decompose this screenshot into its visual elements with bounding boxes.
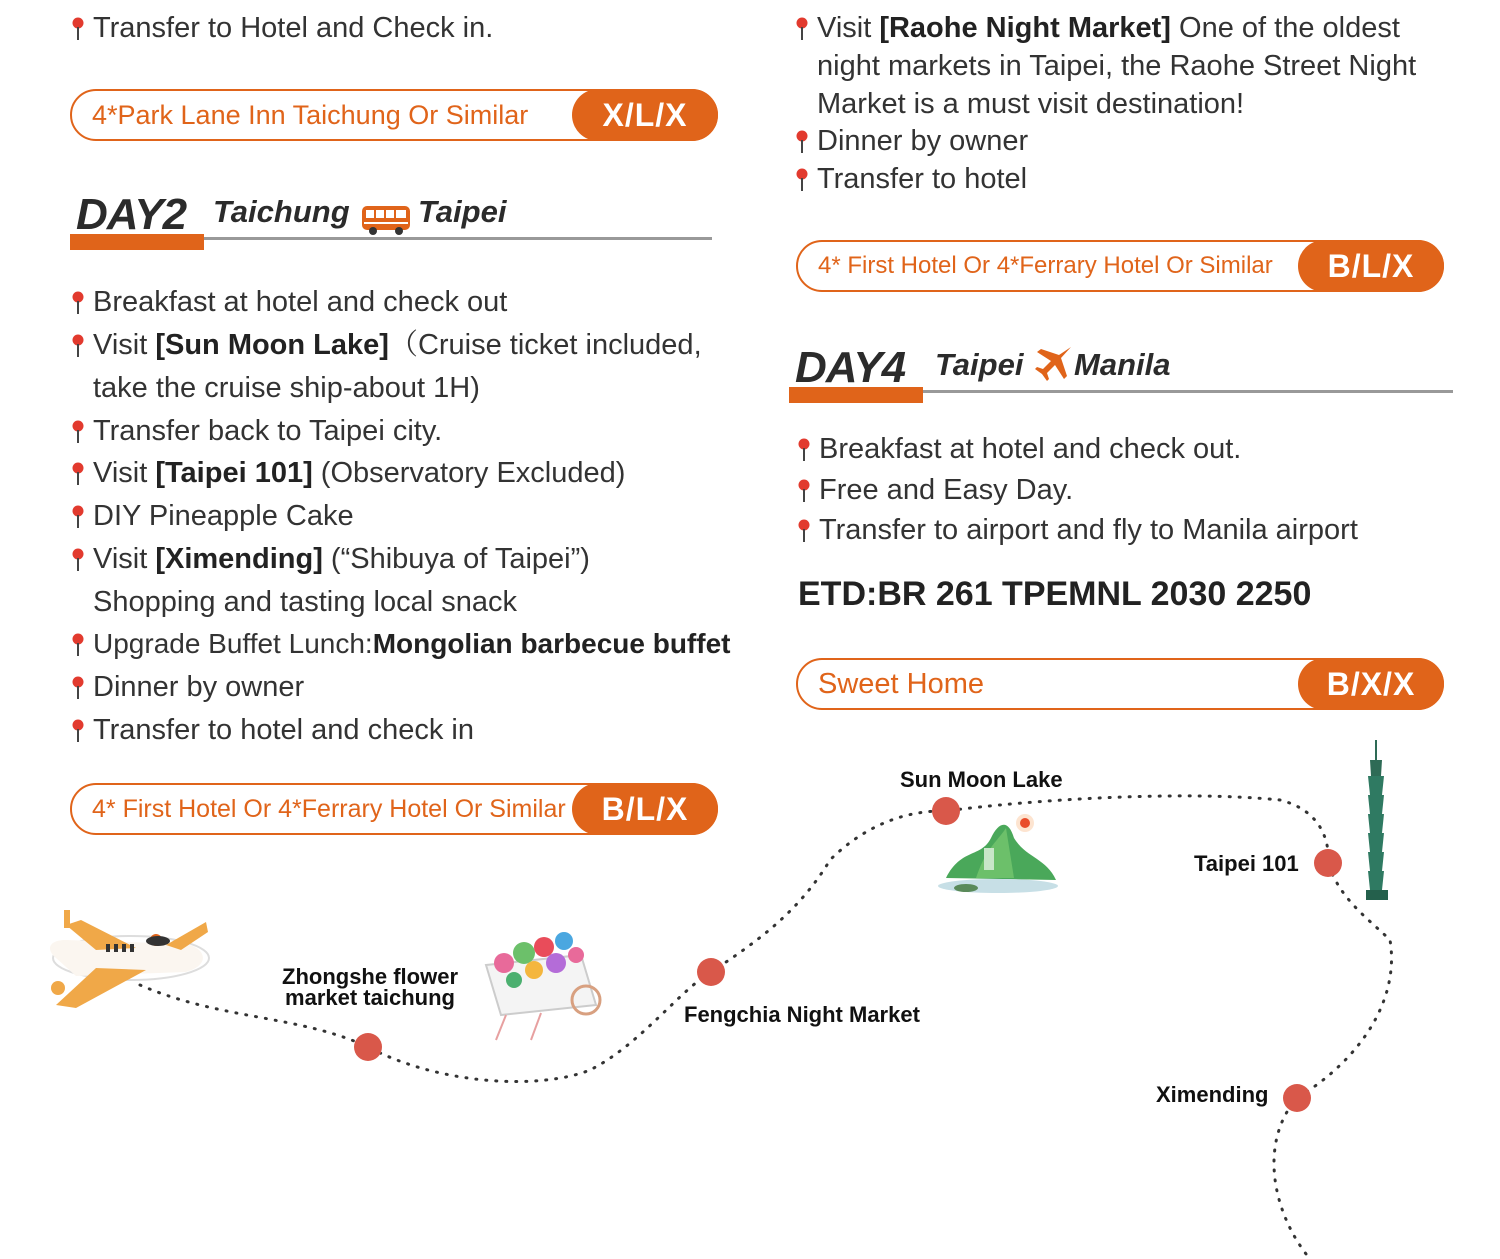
day-divider — [204, 237, 712, 240]
item-text: Breakfast at hotel and check out. — [819, 433, 1242, 465]
stop-dot-sun-moon-lake — [932, 797, 960, 825]
flower-cart-icon — [486, 932, 600, 1040]
hotel-name: 4*Park Lane Inn Taichung Or Similar — [92, 100, 529, 130]
map-pin-icon — [795, 168, 809, 192]
map-pin-icon — [795, 17, 809, 41]
day-divider — [923, 390, 1453, 393]
hotel-name: Sweet Home — [818, 668, 985, 700]
hotel-name: 4* First Hotel Or 4*Ferrary Hotel Or Similar — [92, 795, 566, 823]
map-pin-icon — [71, 462, 85, 486]
day1-item-text: Transfer to Hotel and Check in. — [93, 12, 494, 44]
flight-info: ETD:BR 261 TPEMNL 2030 2250 — [798, 575, 1312, 613]
day4-header — [789, 343, 1453, 403]
item-text: Visit — [93, 543, 156, 575]
hotel-name: 4* First Hotel Or 4*Ferrary Hotel Or Similar — [818, 252, 1273, 279]
day2-item-8 — [93, 625, 730, 663]
day2-item-3 — [93, 412, 442, 450]
day4-hotel-pill — [796, 658, 1444, 710]
item-text: (Observatory Excluded) — [312, 457, 626, 489]
map-pin-icon — [71, 17, 85, 41]
sun-moon-lake-icon — [938, 814, 1058, 893]
map-pin-icon — [797, 438, 811, 462]
airplane-icon — [1033, 345, 1073, 385]
item-text: Transfer to hotel and check in — [93, 714, 474, 746]
item-text: Visit — [93, 457, 156, 489]
item-bold: [Taipei 101] — [155, 457, 313, 489]
day3-item-1 — [817, 47, 1416, 85]
day1-item-0 — [93, 9, 493, 47]
item-text: Dinner by owner — [817, 125, 1029, 157]
item-text: Shopping and tasting local snack — [93, 586, 518, 618]
map-pin-icon — [797, 479, 811, 503]
stop-dot-fengchia — [697, 958, 725, 986]
day2-header — [70, 190, 712, 250]
item-text: Upgrade Buffet Lunch: — [93, 628, 373, 659]
stop-dot-zhongshe — [354, 1033, 382, 1061]
stop-label-taipei-101: Taipei 101 — [1194, 851, 1299, 876]
stop-label-zhongshe: Zhongshe flower market taichung — [282, 964, 458, 1010]
stop-dot-ximending — [1283, 1084, 1311, 1112]
day2-from: Taichung — [213, 194, 350, 229]
map-pin-icon — [71, 420, 85, 444]
map-pin-icon — [71, 505, 85, 529]
map-pin-icon — [71, 334, 85, 358]
map-pin-icon — [71, 633, 85, 657]
item-text: (“Shibuya of Taipei”) — [322, 543, 590, 575]
day4-item-0 — [819, 430, 1241, 468]
item-bold: [Ximending] — [155, 543, 323, 575]
day2-to: Taipei — [418, 194, 507, 229]
day4-item-1 — [819, 471, 1073, 509]
day4-from: Taipei — [935, 347, 1024, 382]
airplane-illustration-icon — [50, 910, 209, 1008]
meal-plan: B/L/X — [1298, 240, 1444, 292]
day-title: DAY4 — [795, 343, 906, 392]
item-text: night markets in Taipei, the Raohe Street Night — [817, 50, 1417, 82]
day-title: DAY2 — [76, 190, 187, 239]
taipei-101-icon — [1366, 740, 1388, 900]
item-text: Free and Easy Day. — [819, 474, 1074, 506]
day2-item-0 — [93, 283, 507, 321]
map-pin-icon — [71, 676, 85, 700]
item-text: （Cruise ticket included, — [388, 329, 702, 361]
day2-item-4 — [93, 454, 625, 492]
item-text: Transfer to airport and fly to Manila airport — [819, 514, 1358, 546]
stop-label-fengchia: Fengchia Night Market — [684, 1002, 920, 1027]
item-text: Transfer to hotel — [817, 163, 1028, 195]
day1-hotel-pill — [70, 89, 718, 141]
stop-label-sun-moon-lake: Sun Moon Lake — [900, 767, 1063, 792]
day3-item-0 — [817, 9, 1400, 47]
item-text: One of the oldest — [1170, 12, 1400, 44]
item-bold: [Sun Moon Lake] — [155, 329, 389, 361]
day4-item-2 — [819, 511, 1358, 549]
bus-icon — [360, 204, 412, 236]
item-bold: Mongolian barbecue buffet — [372, 628, 731, 659]
item-text: Transfer back to Taipei city. — [93, 415, 443, 447]
day2-item-9 — [93, 668, 304, 706]
day3-hotel-pill — [796, 240, 1444, 292]
item-text: Dinner by owner — [93, 671, 305, 703]
day2-item-7 — [93, 583, 517, 621]
meal-plan: B/L/X — [572, 783, 718, 835]
day3-item-4 — [817, 160, 1027, 198]
stop-dot-taipei-101 — [1314, 849, 1342, 877]
day2-item-2 — [93, 369, 480, 407]
item-text: Visit — [817, 12, 880, 44]
cut-text-top-left — [92, 0, 512, 2]
item-text: DIY Pineapple Cake — [93, 500, 354, 532]
map-pin-icon — [71, 291, 85, 315]
map-pin-icon — [71, 548, 85, 572]
day2-item-1 — [93, 326, 702, 364]
day3-item-3 — [817, 122, 1028, 160]
day2-item-6 — [93, 540, 590, 578]
item-text: Visit — [93, 329, 156, 361]
day2-item-5 — [93, 497, 354, 535]
item-text: Market is a must visit destination! — [817, 88, 1245, 120]
stop-label-ximending: Ximending — [1156, 1082, 1269, 1107]
route-map — [0, 740, 1500, 1259]
day3-item-2 — [817, 85, 1244, 123]
day4-to: Manila — [1074, 347, 1171, 382]
meal-plan: X/L/X — [572, 89, 718, 141]
item-text: take the cruise ship-about 1H) — [93, 372, 480, 404]
item-bold: [Raohe Night Market] — [879, 12, 1171, 44]
map-pin-icon — [795, 130, 809, 154]
item-text: Breakfast at hotel and check out — [93, 286, 508, 318]
map-pin-icon — [797, 519, 811, 543]
meal-plan: B/X/X — [1298, 658, 1444, 710]
